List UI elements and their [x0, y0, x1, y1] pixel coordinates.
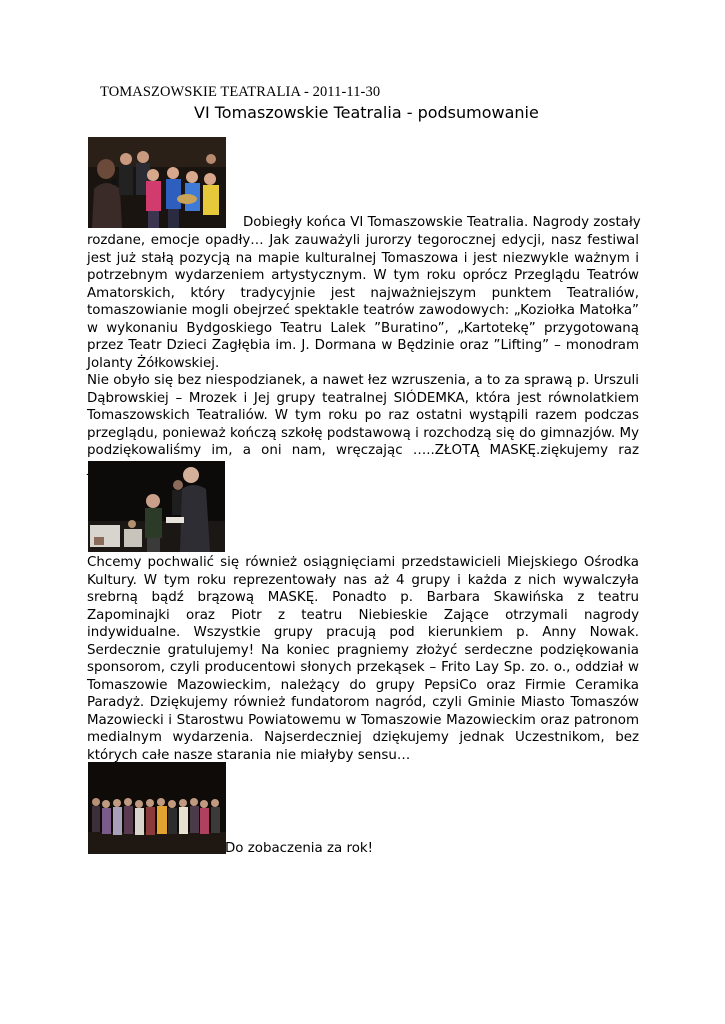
- article-body-part-2: [87, 554, 639, 764]
- paragraph-1: rozdane, emocje opadły… Jak zauważyli jurorzy tegorocznej edycji, nasz festiwal jest już stałą pozycją na mapie kulturalnej Tomaszowa i jest niezwykle ważnym i potrzebnym wydarzeniem artystycznym. W tym roku oprócz Przeglądu Teatrów Amatorskich, który tradycyjnie jest najważniejszym punktem Teatraliów, tomaszowianie mogli obejrzeć spektakle teatrów zawodowych: „Koziołka Matołka” w wykonaniu Bydgoskiego Teatru Lalek ”Buratino”, „Kartotekę” przygotowaną przez Teatr Dzieci Zagłębia im. J. Dormana w Będzinie oraz ”Lifting” – monodram Jolanty Żółkowskiej.: [87, 233, 639, 371]
- closing-line: Do zobaczenia za rok!: [225, 841, 374, 856]
- paragraph-1-opening: Dobiegły końca VI Tomaszowskie Teatralia. Nagrody zostały: [243, 215, 641, 230]
- article-title: VI Tomaszowskie Teatralia - podsumowanie: [194, 103, 539, 122]
- paragraph-2: Nie obyło się bez niespodzianek, a nawet łez wzruszenia, a to za sprawą p. Urszuli Dąbrowskiej – Mrozek i Jej grupy teatralnej SIÓDEMKA, która jest równolatkiem Tomaszowskich Teatraliów. W tym roku po raz ostatni wystąpili razem podczas przeglądu, ponieważ kończą szkołę podstawową i rozchodzą się do gimnazjów. My podziękowaliśmy im, a oni nam, wręczając …..ZŁOTĄ MASKĘ.ziękujemy raz: [87, 373, 639, 458]
- photo-group-on-stage: [88, 762, 226, 854]
- photo-award-ceremony: [88, 137, 226, 228]
- paragraph-3: Chcemy pochwalić się również osiągnięciami przedstawicieli Miejskiego Ośrodka Kultury. W tym roku reprezentowały nas aż 4 grupy i każda z nich wywalczyła srebrną bądź brązową MASKĘ. Ponadto p. Barbara Skawińska z teatru Zapominajki oraz Piotr z teatru Niebieskie Zające otrzymali nagrody indywidualne. Wszystkie grupy pracują pod kierunkiem p. Anny Nowak. Serdecznie gratulujemy! Na koniec pragniemy złożyć serdeczne podziękowania sponsorom, czyli producentowi słonych przekąsek – Frito Lay Sp. zo. o., oddział w Tomaszowie Mazowieckim, należący do grupy PepsiCo oraz Firmie Ceramika Paradyż. Dziękujemy również fundatorom nagród, czyli Gminie Miasto Tomaszów Mazowiecki i Starostwu Powiatowemu w Tomaszowie Mazowieckim oraz patronom medialnym wydarzenia. Najserdeczniej dziękujemy jednak Uczestnikom, bez których całe nasze starania nie miałyby sensu…: [87, 555, 639, 763]
- article-body-part-1: [87, 232, 639, 477]
- photo-mask-presentation: [88, 461, 225, 552]
- source-date-line: TOMASZOWSKIE TEATRALIA - 2011-11-30: [100, 84, 381, 100]
